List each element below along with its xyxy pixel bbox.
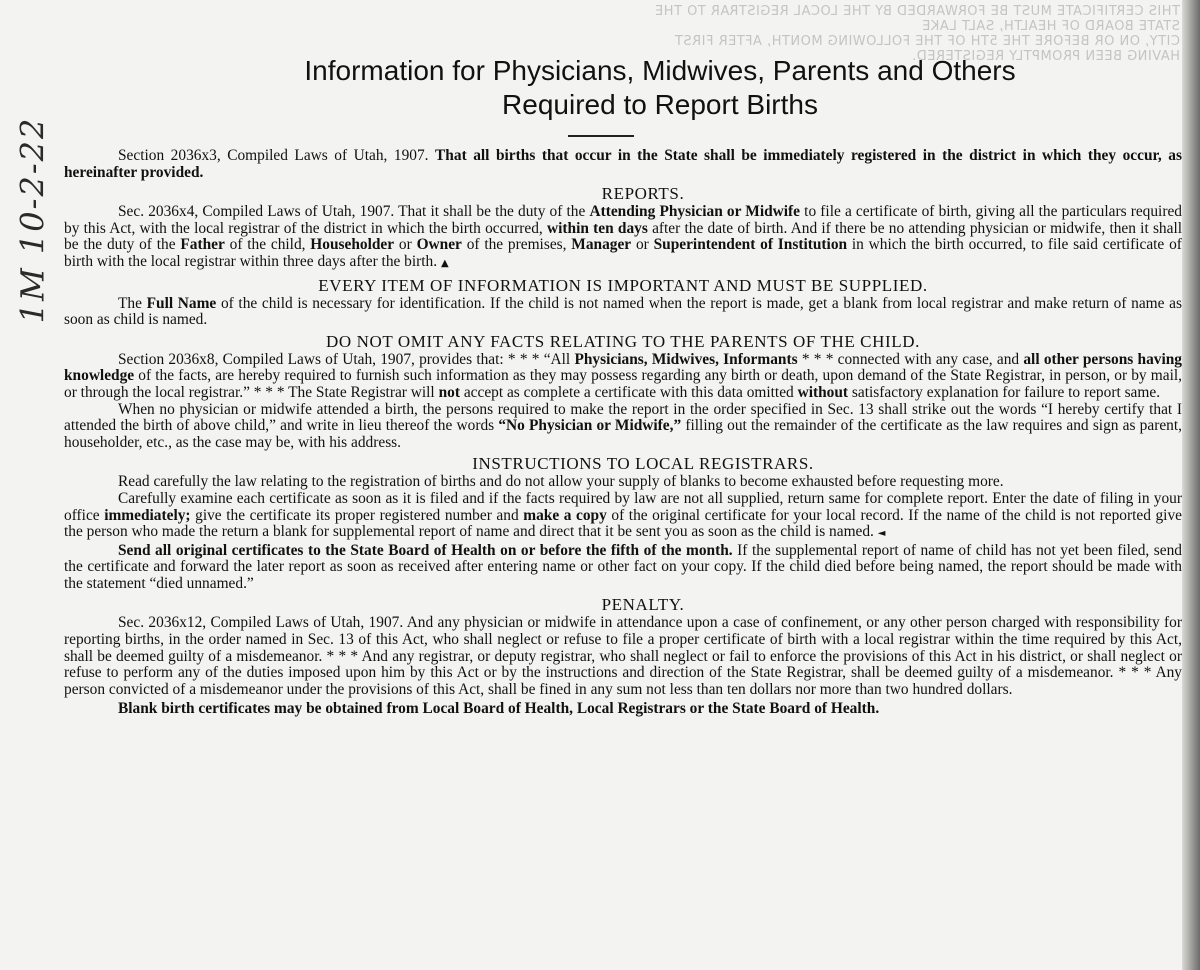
- footer-note: [64, 701, 1182, 718]
- reports-heading: REPORTS.: [601, 184, 685, 204]
- every-item-heading: EVERY ITEM OF INFORMATION IS IMPORTANT AND MUST BE SUPPLIED.: [318, 275, 928, 295]
- instructions-paragraph-3: [64, 543, 1182, 593]
- bold-run: “No Physician or Midwife,”: [498, 417, 682, 435]
- text-run: after the date of birth. And if there be no attending physician or midwife, then it shall be the duty of the: [64, 219, 1183, 254]
- intro-statement: That all births that occur in the State shall be immediately registered in the district in which they occur, as hereinafter provided.: [64, 147, 1182, 181]
- bold-run: all other persons having knowledge: [64, 350, 1182, 385]
- intro-paragraph: [64, 148, 1182, 181]
- no-physician-paragraph: [64, 402, 1182, 452]
- text-run: of the child,: [229, 236, 306, 254]
- text-run: * * * connected with any case, and: [801, 350, 1020, 368]
- text-run: of the original certificate for your local record. If the name of the child is not reported give the person who made the return a blank for supplemental report of name and direct that it be sent you as soon as the child is named.: [64, 506, 1182, 541]
- bold-run: Manager: [571, 236, 632, 254]
- margin-small-mark: ◄: [877, 528, 886, 540]
- bleed-through-line: THIS CERTIFICATE MUST BE FORWARDED BY THE LOCAL REGISTRAR TO THE STATE BOARD OF HEALTH, SALT LAKE: [654, 4, 1180, 34]
- handwritten-annotation: [8, 116, 56, 324]
- page-title: [140, 54, 1180, 122]
- bold-run: Owner: [416, 236, 462, 254]
- text-run: in which the birth occurred, to file said certificate of birth with the local registrar within three days after the birth.: [64, 236, 1182, 270]
- page-title-line: Information for Physicians, Midwives, Parents and Others: [304, 55, 1016, 86]
- text-run: satisfactory explanation for failure to report same.: [851, 383, 1161, 401]
- text-run: of the child is necessary for identification. If the child is not named when the report is made, get a blank from local registrar and make return of name as soon as child is named.: [64, 294, 1182, 329]
- intro-citation: Section 2036x3, Compiled Laws of Utah, 1907.: [118, 147, 429, 164]
- text-run: The: [118, 294, 142, 312]
- text-run: give the certificate its proper registered number and: [195, 506, 519, 524]
- bold-run: without: [797, 383, 849, 401]
- reports-paragraph: [64, 204, 1182, 272]
- text-run: to file a certificate of birth, giving all the particulars required by this Act, with the local registrar of the district in which the birth occurred,: [64, 203, 1182, 237]
- text-run: If the supplemental report of name of child has not yet been filed, send the certificate and forward the later report as soon as received after entering name or other fact on your copy. If the child died before being named, the report should be made with the statement “died unnamed.”: [64, 541, 1182, 592]
- page-title-line: Required to Report Births: [502, 89, 818, 120]
- every-item-paragraph: [64, 296, 1182, 329]
- instructions-paragraph-1: Read carefully the law relating to the registration of births and do not allow your supply of blanks to become exhausted before requesting more.: [118, 473, 1004, 491]
- margin-arrow-mark: ▲: [440, 257, 449, 269]
- bold-run: Send all original certificates to the State Board of Health on or before the fifth of the month.: [118, 541, 733, 559]
- scan-edge-shadow: [1182, 0, 1200, 970]
- bleed-through-line: CITY, ON OR BEFORE THE 5TH OF THE FOLLOWING MONTH, AFTER FIRST HAVING BEEN PROMPTLY REGISTERED.: [674, 34, 1180, 64]
- bold-run: within ten days: [547, 219, 648, 237]
- penalty-heading: PENALTY.: [601, 595, 685, 615]
- text-run: or: [635, 236, 649, 254]
- bold-run: immediately;: [104, 506, 191, 524]
- bold-run: Physicians, Midwives, Informants: [574, 350, 798, 368]
- text-run: filling out the remainder of the certificate as the law requires and sign as parent, householder, etc., as the case may be, with his address.: [64, 417, 1182, 451]
- text-run: Section 2036x8, Compiled Laws of Utah, 1907, provides that: * * * “All: [118, 350, 571, 368]
- text-run: of the premises,: [466, 236, 567, 254]
- bold-run: Householder: [310, 236, 395, 254]
- text-run: or: [398, 236, 412, 254]
- bold-run: Superintendent of Institution: [653, 236, 848, 254]
- bold-run: Attending Physician or Midwife: [589, 203, 801, 221]
- text-run: of the facts, are hereby required to furnish such information as they may possess regarding any birth or death, upon demand of the State Registrar, in person, or by mail, or through the local registrar.” * * * The State Registrar will: [64, 367, 1182, 401]
- penalty-paragraph: Sec. 2036x12, Compiled Laws of Utah, 1907. And any physician or midwife in attendance upon a case of confinement, or any other person charged with responsibility for reporting births, in the order named in Sec. 13 of this Act, who shall neglect or refuse to file a proper certificate of birth with a local registrar within the time required by this Act, shall be deemed guilty of a misdemeanor. * * * And any registrar, or deputy registrar, who shall neglect or fail to enforce the provisions of this Act in his district, or shall neglect or refuse to perform any of the duties imposed upon him by this Act or by the instructions and direction of the State Registrar, shall be deemed guilty of a misdemeanor. * * * Any person convicted of a misdemeanor under the provisions of this Act, shall be fined in any sum not less than ten dollars nor more than two hundred dollars.: [64, 614, 1182, 698]
- text-run: Carefully examine each certificate as soon as it is filed and if the facts required by law are not all supplied, return same for complete report. Enter the date of filing in your office: [64, 489, 1182, 524]
- instructions-heading: INSTRUCTIONS TO LOCAL REGISTRARS.: [472, 454, 814, 474]
- bold-run: Father: [180, 236, 225, 254]
- text-run: accept as complete a certificate with this data omitted: [463, 383, 794, 401]
- bold-run: not: [438, 383, 460, 401]
- bold-run: Blank birth certificates may be obtained from Local Board of Health, Local Registrars or the State Board of Health.: [118, 700, 880, 718]
- bold-run: Full Name: [146, 294, 217, 312]
- document-body: [64, 148, 1182, 718]
- title-divider: [568, 135, 634, 137]
- do-not-omit-heading: DO NOT OMIT ANY FACTS RELATING TO THE PARENTS OF THE CHILD.: [326, 331, 920, 351]
- bold-run: make a copy: [523, 506, 607, 524]
- text-run: When no physician or midwife attended a birth, the persons required to make the report in the order specified in Sec. 13 shall strike out the words “I hereby certify that I attended the birth of above child,” and write in lieu thereof the words: [64, 400, 1182, 435]
- instructions-paragraph-2: [64, 491, 1182, 543]
- text-run: Sec. 2036x4, Compiled Laws of Utah, 1907. That it shall be the duty of the: [118, 203, 586, 221]
- do-not-omit-paragraph: [64, 352, 1182, 402]
- handwritten-annotation-text: 1M 10-2-22: [13, 116, 51, 324]
